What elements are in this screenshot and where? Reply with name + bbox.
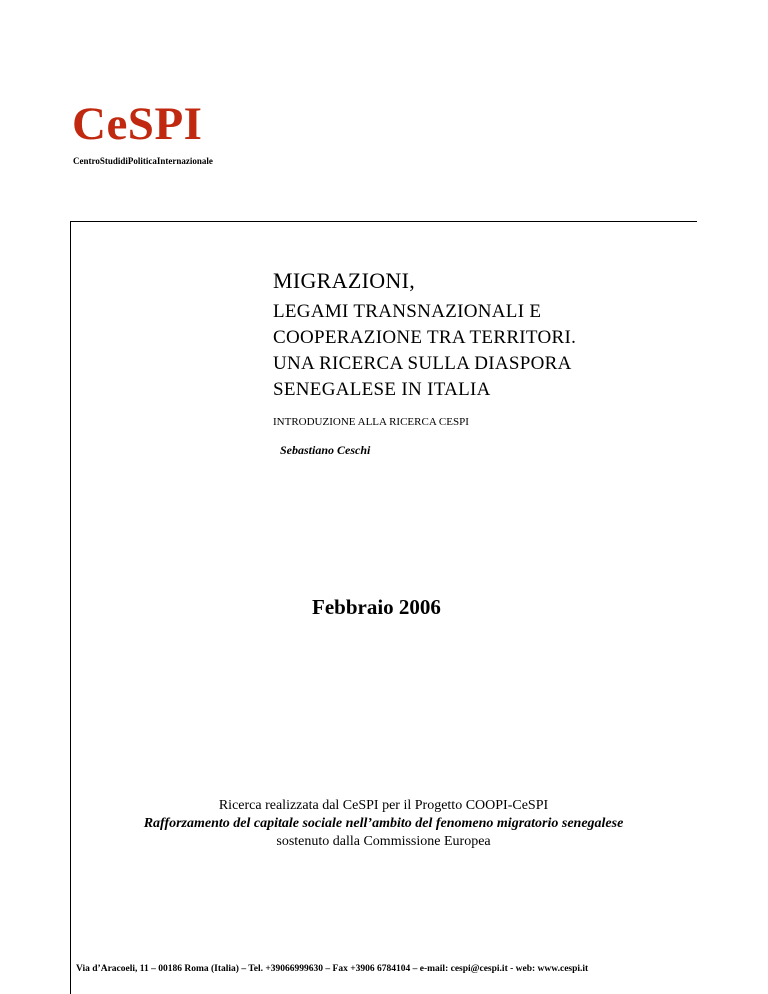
title-line-3: COOPERAZIONE TRA TERRITORI. (273, 327, 577, 348)
document-subtitle: INTRODUZIONE ALLA RICERCA CESPI (273, 416, 469, 428)
logo-subtitle: CentroStudidiPoliticaInternazionale (73, 156, 213, 166)
frame-left-rule (70, 221, 71, 994)
credits-block (70, 797, 697, 851)
author-name: Sebastiano Ceschi (280, 443, 371, 457)
title-line-4: UNA RICERCA SULLA DIASPORA (273, 353, 572, 374)
document-title (273, 267, 576, 403)
contact-footer: Via d’Aracoeli, 11 – 00186 Roma (Italia) – Tel. +39066999630 – Fax +3906 6784104 – e-mail: cespi@cespi.it - web: www.cespi.it (76, 964, 589, 974)
title-line-1: MIGRAZIONI, (273, 268, 416, 293)
frame-top-rule (70, 221, 697, 222)
project-title: Rafforzamento del capitale sociale nell’ambito del fenomeno migratorio senegalese (143, 816, 624, 831)
title-line-2: LEGAMI TRANSNAZIONALI E (273, 301, 542, 322)
publication-date: Febbraio 2006 (312, 595, 441, 619)
cespi-logo: CeSPI (72, 98, 203, 150)
credits-line-1: Ricerca realizzata dal CeSPI per il Progetto COOPI-CeSPI (218, 798, 549, 813)
credits-line-3: sostenuto dalla Commissione Europea (276, 834, 491, 849)
title-line-5: SENEGALESE IN ITALIA (273, 379, 491, 400)
